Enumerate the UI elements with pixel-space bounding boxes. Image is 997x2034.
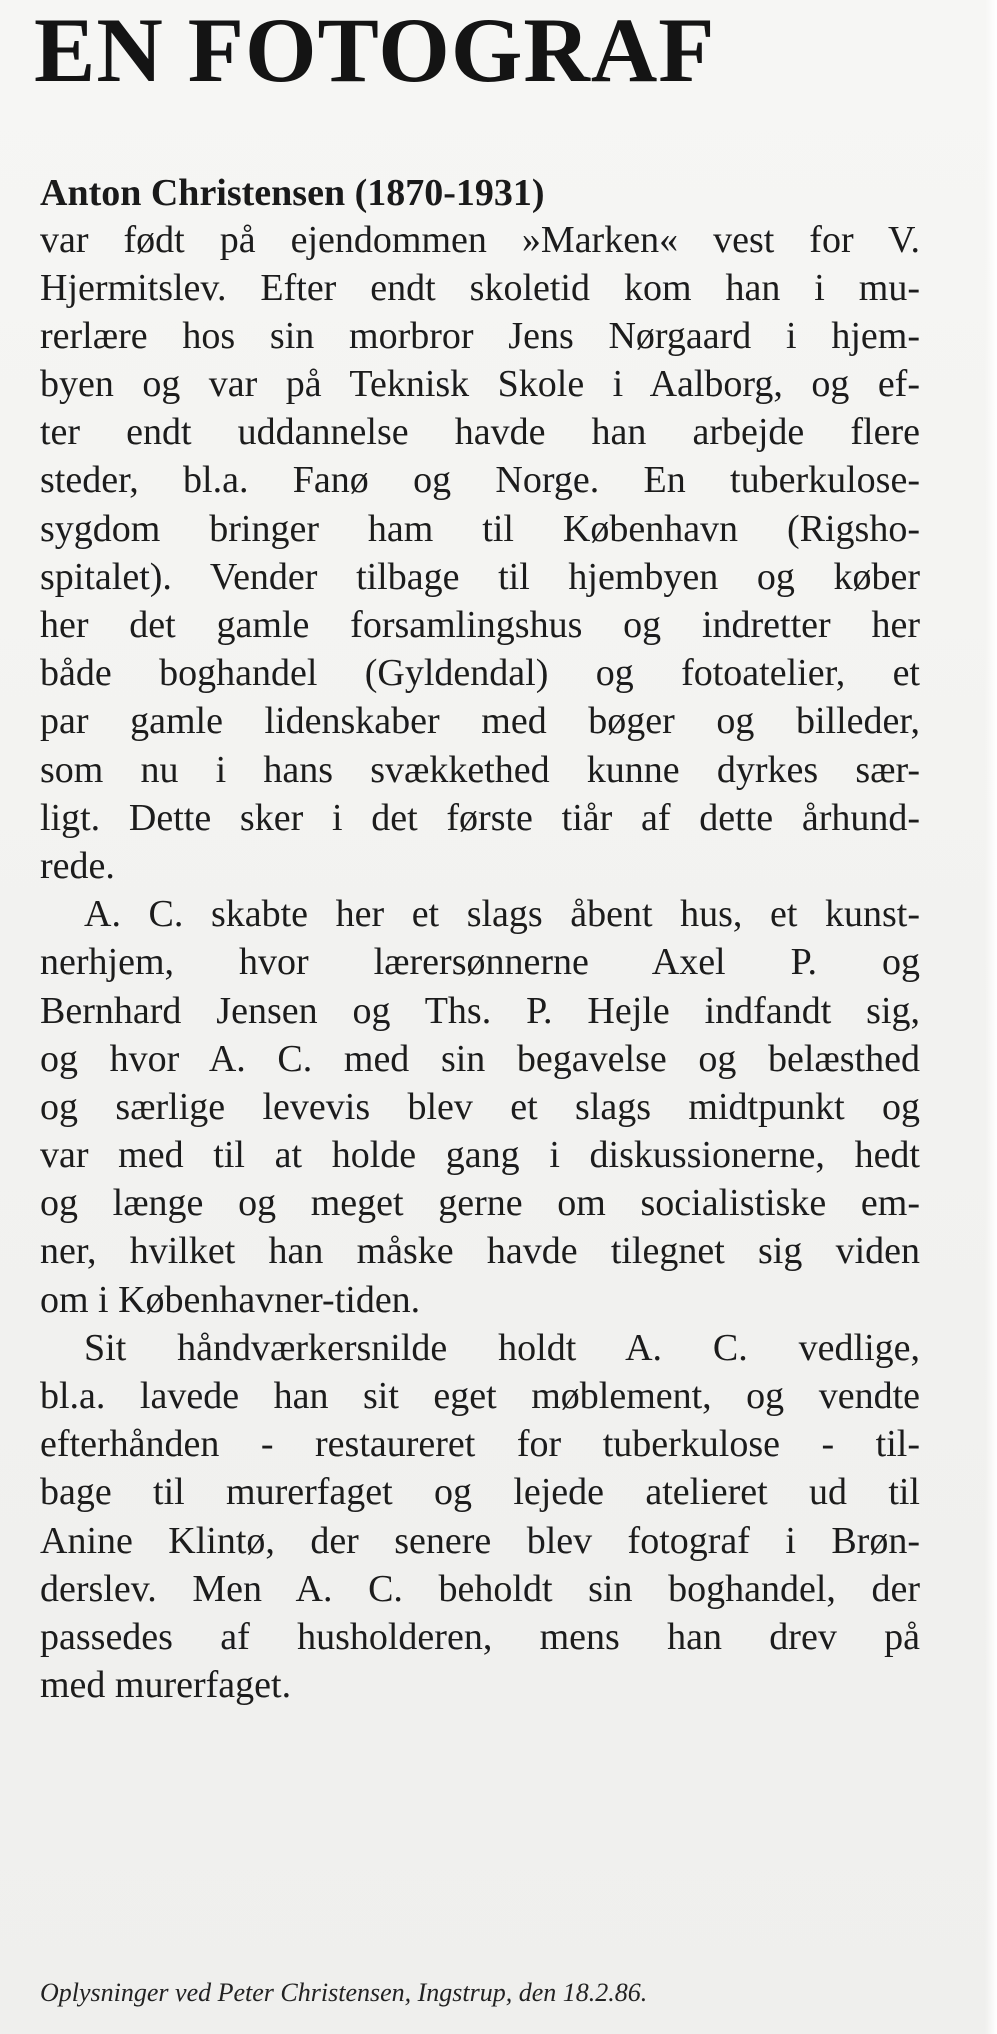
body-line: ligt. Dette sker i det første tiår af dette århund- [40,796,920,839]
article-body [40,216,920,1710]
source-credit: Oplysninger ved Peter Christensen, Ingstrup, den 18.2.86. [40,1978,648,2007]
body-line: her det gamle forsamlingshus og indretter her [40,604,920,646]
body-line: og længe og meget gerne om socialistiske em- [40,1182,920,1225]
body-line: bage til murerfaget og lejede atelieret ud til [40,1471,920,1514]
body-line: ter endt uddannelse havde han arbejde flere [40,411,920,454]
headline: EN FOTOGRAF [34,0,716,101]
body-line: derslev. Men A. C. beholdt sin boghandel, der [40,1567,920,1610]
body-line: efterhånden - restaureret for tuberkulose - til- [40,1423,920,1466]
body-line: byen og var på Teknisk Skole i Aalborg, og ef- [40,363,920,406]
body-line: A. C. skabte her et slags åbent hus, et kunst- [84,893,920,936]
body-line: var med til at holde gang i diskussionerne, hedt [40,1134,920,1177]
body-line: som nu i hans svækkethed kunne dyrkes sær- [40,748,920,791]
body-line: rede. [40,844,115,887]
body-line: rerlære hos sin morbror Jens Nørgaard i hjem- [40,314,920,357]
body-line: bl.a. lavede han sit eget møblement, og vendte [40,1375,920,1417]
body-line: med murerfaget. [40,1664,292,1707]
body-line: steder, bl.a. Fanø og Norge. En tuberkulose- [40,459,920,502]
body-line: både boghandel (Gyldendal) og fotoatelier, et [40,652,920,695]
body-line: ner, hvilket han måske havde tilegnet sig viden [40,1230,920,1273]
body-line: sygdom bringer ham til København (Rigsho- [40,507,920,550]
body-line: og særlige levevis blev et slags midtpunkt og [40,1085,920,1128]
body-line: og hvor A. C. med sin begavelse og belæsthed [40,1037,920,1080]
body-line: om i Københavner-tiden. [40,1278,421,1321]
body-line: spitalet). Vender tilbage til hjembyen og køber [40,555,920,598]
body-line: Bernhard Jensen og Ths. P. Hejle indfandt sig, [40,989,920,1032]
scan-edge [985,0,997,2034]
body-line: var født på ejendommen »Marken« vest for V. [40,218,920,261]
body-line: passedes af husholderen, mens han drev på [40,1615,920,1658]
subhead-name-dates: Anton Christensen (1870-1931) [40,172,545,214]
body-line: Hjermitslev. Efter endt skoletid kom han i mu- [40,266,920,309]
body-line: Anine Klintø, der senere blev fotograf i Brøn- [40,1519,920,1562]
body-line: par gamle lidenskaber med bøger og billeder, [40,700,920,743]
body-line: nerhjem, hvor lærersønnerne Axel P. og [40,941,920,984]
body-line: Sit håndværkersnilde holdt A. C. vedlige, [84,1326,920,1369]
